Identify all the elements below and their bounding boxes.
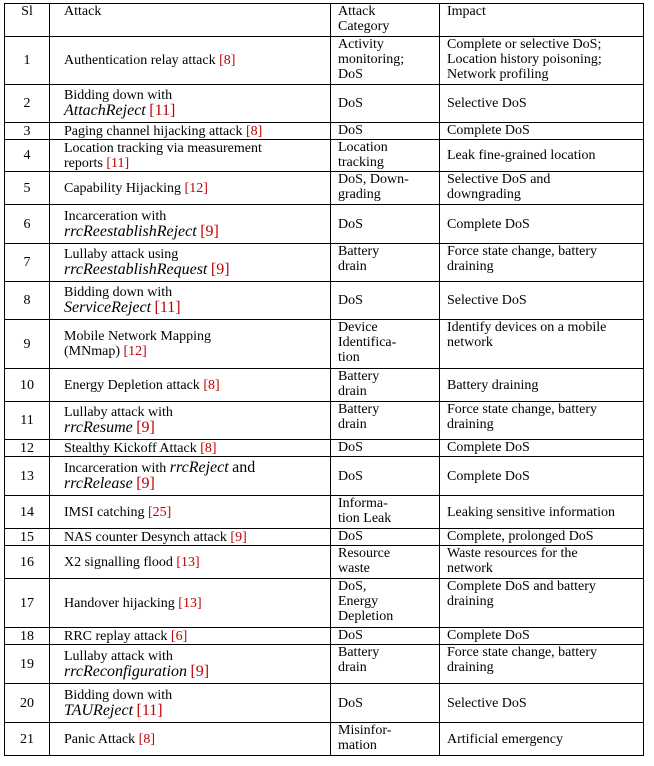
category-text: grading [338,187,381,202]
impact-cell [440,205,644,244]
impact-cell [440,723,644,756]
table-row [5,85,644,123]
table-row [5,496,644,529]
citation-ref: [9] [230,529,247,545]
citation-ref: [9] [136,475,155,492]
table-row [5,140,644,172]
category-text: Battery [338,244,380,259]
category-text: DoS, [338,579,367,594]
impact-text: Battery draining [447,377,539,393]
attack-name: IMSI catching [64,504,145,520]
citation-ref: [25] [147,504,172,520]
citation-ref: [9] [136,419,155,436]
attack-name: RRC replay attack [64,628,168,644]
impact-cell [440,529,644,546]
table-row [5,579,644,628]
row-number: 13 [5,457,50,496]
category-cell [331,723,440,756]
attack-name: Lullaby attack with [64,648,173,664]
row-number: 8 [5,282,50,320]
citation-ref: [13] [178,595,202,611]
attack-name: (MNmap) [64,344,120,359]
category-cell [331,320,440,369]
table-row [5,282,644,320]
attack-cell [50,37,331,85]
table-row [5,457,644,496]
category-cell [331,140,440,172]
impact-cell [440,85,644,123]
attack-cell [50,496,331,529]
impact-text: Force state change, battery [447,402,598,417]
header-impact: Impact [440,4,644,37]
attack-name: Authentication relay attack [64,53,216,68]
attack-cell [50,457,331,496]
attack-cell [50,244,331,282]
category-cell [331,628,440,645]
row-number: 2 [5,85,50,123]
attack-name: Location tracking via measurement [64,140,262,156]
category-text: Informa- [338,496,388,511]
impact-cell [440,402,644,440]
attack-message: rrcRelease [64,475,133,492]
row-number: 21 [5,723,50,756]
attack-cell [50,684,331,723]
impact-text: Selective DoS [447,96,527,111]
table-row [5,440,644,457]
attack-name: NAS counter Desynch attack [64,529,227,545]
attack-message: rrcReject [169,459,229,476]
attack-name: Lullaby attack with [64,405,173,420]
impact-text: Identify devices on a mobile [447,320,607,335]
impact-cell [440,496,644,529]
attack-name: Incarceration with [64,461,167,476]
category-cell [331,546,440,579]
table-row [5,723,644,756]
category-text: DoS [338,468,363,484]
category-text: DoS [338,216,363,232]
table-row [5,529,644,546]
category-text: Misinfor- [338,723,392,738]
category-cell [331,496,440,529]
category-text: Identifica- [338,335,397,350]
impact-cell [440,172,644,205]
table-row [5,402,644,440]
attack-cell [50,123,331,140]
impact-cell [440,282,644,320]
category-cell [331,123,440,140]
attack-name: Bidding down with [64,88,173,103]
impact-cell [440,140,644,172]
category-text: DoS [338,440,363,455]
impact-text: Complete DoS [447,468,530,484]
citation-ref: [9] [210,261,230,278]
category-text: Device [338,320,378,335]
attack-message: AttachReject [64,102,146,119]
citation-ref: [8] [203,377,220,393]
impact-cell [440,440,644,457]
attack-cell [50,440,331,457]
citation-ref: [12] [184,180,208,196]
attack-cell [50,402,331,440]
row-number: 10 [5,369,50,402]
impact-text: Complete DoS [447,628,530,643]
impact-text: draining [447,660,494,675]
impact-cell [440,684,644,723]
attacks-table [4,3,644,756]
attack-name: Handover hijacking [64,595,175,611]
row-number: 18 [5,628,50,645]
category-text: monitoring; [338,52,405,67]
attack-cell [50,140,331,172]
impact-cell [440,546,644,579]
impact-cell [440,645,644,684]
attack-cell [50,369,331,402]
impact-cell [440,37,644,85]
impact-text: Waste resources for the [447,546,578,561]
category-text: Depletion [338,609,394,624]
impact-cell [440,579,644,628]
table-row [5,172,644,205]
attack-message: rrcReconfiguration [64,662,187,680]
impact-cell [440,244,644,282]
category-cell [331,85,440,123]
citation-ref: [8] [245,123,263,139]
category-cell [331,172,440,205]
attack-name: Capability Hijacking [64,180,182,196]
impact-text: draining [447,417,494,432]
citation-ref: [8] [200,440,217,456]
impact-text: Complete DoS and battery [447,579,596,594]
table-row [5,645,644,684]
header-attack: Attack [50,4,331,37]
attack-message: TAUReject [64,701,134,719]
attack-name: Energy Depletion attack [64,377,200,393]
header-row [5,4,644,37]
attack-name: Panic Attack [64,731,136,747]
category-text: drain [338,417,367,432]
impact-text: Force state change, battery [447,645,598,660]
citation-ref: [11] [136,701,163,719]
table-body [5,37,644,756]
category-text: DoS [338,293,363,308]
citation-ref: [13] [176,554,200,570]
impact-text: Selective DoS and [447,172,551,187]
row-number: 15 [5,529,50,546]
citation-ref: [9] [190,662,210,680]
category-cell [331,579,440,628]
category-text: DoS [338,628,363,643]
category-text: waste [338,561,370,576]
attack-cell [50,320,331,369]
category-text: DoS [338,67,363,82]
impact-text: downgrading [447,187,521,202]
attack-conjunction: and [232,459,256,476]
row-number: 9 [5,320,50,369]
row-number: 3 [5,123,50,140]
citation-ref: [11] [154,299,181,316]
category-cell [331,440,440,457]
impact-text: Artificial emergency [447,731,563,747]
category-text: mation [338,738,377,753]
table-row [5,628,644,645]
row-number: 12 [5,440,50,457]
category-cell [331,645,440,684]
impact-text: Selective DoS [447,293,527,308]
attack-cell [50,723,331,756]
category-cell [331,457,440,496]
row-number: 5 [5,172,50,205]
row-number: 1 [5,37,50,85]
attack-message: rrcReestablishReject [64,222,197,240]
row-number: 7 [5,244,50,282]
attack-cell [50,205,331,244]
table-row [5,205,644,244]
header-category: Attack Category [331,4,440,37]
category-text: Battery [338,369,380,384]
row-number: 16 [5,546,50,579]
attack-name: X2 signalling flood [64,554,173,570]
impact-text: Leak fine-grained location [447,148,596,163]
attack-cell [50,645,331,684]
table-row [5,244,644,282]
impact-text: Location history poisoning; [447,52,602,67]
attack-name: Mobile Network Mapping [64,329,211,344]
impact-text: network [447,335,493,350]
impact-text: Leaking sensitive information [447,504,615,520]
attack-cell [50,85,331,123]
table-row [5,369,644,402]
category-text: tracking [338,155,384,170]
citation-ref: [9] [200,222,219,240]
impact-text: Complete DoS [447,216,530,232]
impact-text: Selective DoS [447,695,527,711]
category-text: DoS [338,96,363,111]
attack-message: rrcResume [64,419,133,436]
impact-text: draining [447,259,494,274]
attack-cell [50,546,331,579]
citation-ref: [12] [123,344,147,359]
category-cell [331,244,440,282]
row-number: 14 [5,496,50,529]
category-cell [331,684,440,723]
impact-cell [440,628,644,645]
impact-cell [440,457,644,496]
attack-message: rrcReestablishRequest [64,261,208,278]
attack-message: ServiceReject [64,299,152,316]
impact-text: Complete or selective DoS; [447,37,602,52]
category-text: tion Leak [338,511,392,526]
category-text: Resource [338,546,391,561]
impact-text: Complete DoS [447,123,530,138]
category-cell [331,282,440,320]
category-cell [331,369,440,402]
row-number: 11 [5,402,50,440]
table-row [5,123,644,140]
citation-ref: [11] [149,102,176,119]
impact-cell [440,320,644,369]
category-cell [331,205,440,244]
category-cell [331,402,440,440]
category-text: Activity [338,37,384,52]
category-text: Battery [338,645,380,660]
table-row [5,684,644,723]
category-text: drain [338,660,367,675]
category-cell [331,37,440,85]
impact-text: Force state change, battery [447,244,598,259]
category-text: Location [338,140,388,155]
attack-name: Bidding down with [64,285,173,300]
category-text: drain [338,259,367,274]
row-number: 19 [5,645,50,684]
category-cell [331,529,440,546]
category-text: DoS [338,695,363,711]
attack-cell [50,282,331,320]
attack-name: Stealthy Kickoff Attack [64,440,197,456]
category-text: DoS [338,123,363,138]
impact-text: Complete DoS [447,440,530,455]
citation-ref: [6] [170,628,188,644]
table-row [5,320,644,369]
impact-cell [440,369,644,402]
category-text: DoS [338,529,363,544]
row-number: 6 [5,205,50,244]
category-text: Battery [338,402,380,417]
table-row [5,37,644,85]
impact-text: Network profiling [447,67,549,82]
category-text: drain [338,384,367,399]
row-number: 4 [5,140,50,172]
row-number: 17 [5,579,50,628]
impact-text: network [447,561,493,576]
category-text: Energy [338,594,379,609]
citation-ref: [8] [219,53,236,68]
attack-cell [50,579,331,628]
attack-cell [50,172,331,205]
attack-name: Lullaby attack using [64,247,179,262]
attack-name: Paging channel hijacking attack [64,123,243,139]
impact-text: Complete, prolonged DoS [447,529,594,544]
row-number: 20 [5,684,50,723]
impact-cell [440,123,644,140]
attack-name: reports [64,155,103,171]
header-sl: Sl [5,4,50,37]
impact-text: draining [447,594,494,609]
attack-cell [50,628,331,645]
table-row [5,546,644,579]
attack-name: Incarceration with [64,208,167,224]
attack-cell [50,529,331,546]
category-text: tion [338,350,360,365]
attack-name: Bidding down with [64,687,173,703]
category-text: DoS, Down- [338,172,409,187]
citation-ref: [11] [106,155,130,171]
citation-ref: [8] [138,731,155,747]
